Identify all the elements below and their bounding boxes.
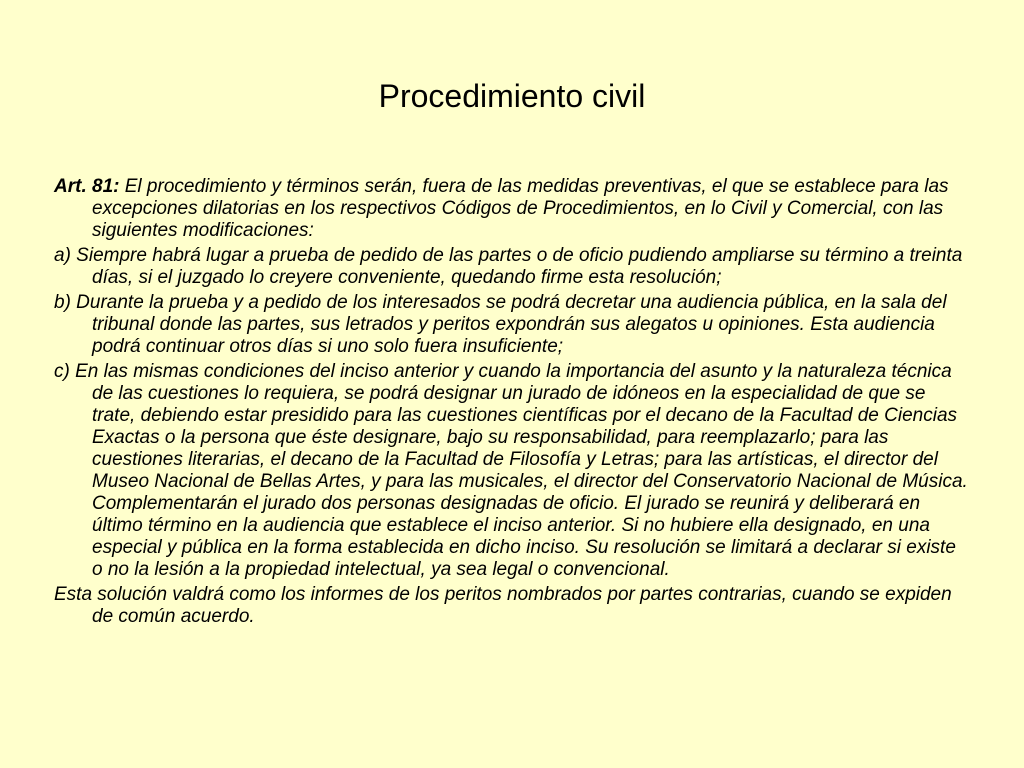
item-c-paragraph: c) En las mismas condiciones del inciso anterior y cuando la importancia del asunto y la naturaleza técnica de las cuestiones lo requiera, se podrá designar un jurado de idóneos en la especialidad de que se trate, debiendo estar presidido para las cuestiones científicas por el decano de la Facultad de Ciencias Exactas o la persona que éste designare, bajo su responsabilidad, para reemplazarlo; para las cuestiones literarias, el decano de la Facultad de Filosofía y Letras; para las artísticas, el director del Museo Nacional de Bellas Artes, y para las musicales, el director del Conservatorio Nacional de Música. Complementarán el jurado dos personas designadas de oficio. El jurado se reunirá y deliberará en último término en la audiencia que establece el inciso anterior. Si no hubiere ella designado, en una especial y pública en la forma establecida en dicho inciso. Su resolución se limitará a declarar si existe o no la lesión a la propiedad intelectual, ya sea legal o convencional. [54,361,968,580]
article-label: Art. 81: [54,176,120,197]
slide-title: Procedimiento civil [378,78,646,114]
article-paragraph [54,176,970,242]
closing-paragraph: Esta solución valdrá como los informes de los peritos nombrados por partes contrarias, cuando se expiden de común acuerdo. [54,584,952,627]
item-b-paragraph: b) Durante la prueba y a pedido de los interesados se podrá decretar una audiencia pública, en la sala del tribunal donde las partes, sus letrados y peritos expondrán sus alegatos u opiniones. Esta audiencia podrá continuar otros días si uno solo fuera insuficiente; [54,292,947,357]
item-a-paragraph: a) Siempre habrá lugar a prueba de pedido de las partes o de oficio pudiendo ampliarse su término a treinta días, si el juzgado lo creyere conveniente, quedando firme esta resolución; [54,245,963,288]
slide-body [54,176,970,631]
article-text: El procedimiento y términos serán, fuera de las medidas preventivas, el que se establece para las excepciones dilatorias en los respectivos Códigos de Procedimientos, en lo Civil y Comercial, con las siguientes modificaciones: [92,176,949,241]
